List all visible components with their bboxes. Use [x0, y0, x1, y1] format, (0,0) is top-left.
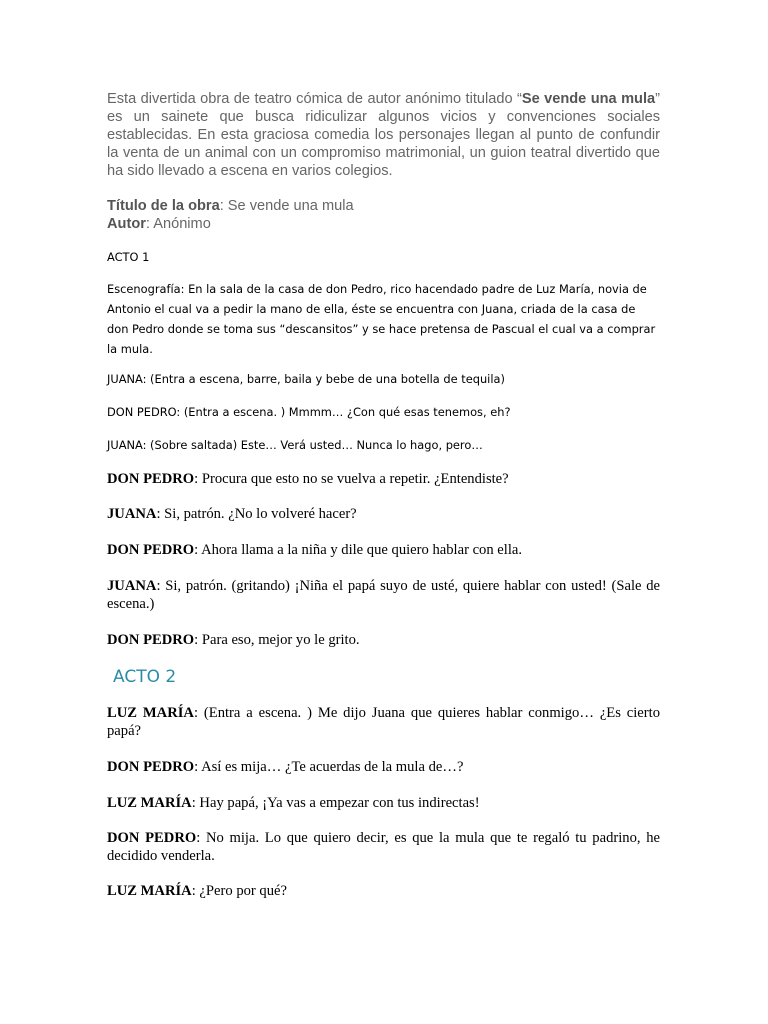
dialogue-line — [107, 577, 660, 613]
dialogue-text: : Si, patrón. ¿No lo volveré hacer? — [156, 506, 357, 522]
dialogue-line — [107, 704, 660, 740]
speaker-name: DON PEDRO — [107, 632, 195, 648]
dialogue-line — [107, 631, 660, 649]
intro-title-bold: Se vende una mula — [521, 91, 656, 107]
act-2-heading: ACTO 2 — [113, 667, 177, 687]
act-1-heading: ACTO 1 — [107, 250, 150, 264]
dialogue-text: : ¿Pero por qué? — [191, 883, 287, 899]
author-value: : Anónimo — [145, 216, 211, 232]
speaker-name: JUANA — [107, 506, 157, 522]
intro-text-after: ” es un sainete que busca ridiculizar algunos vicios y convenciones sociales establecidas. En esta graciosa comedia los personajes llegan al punto de confundir la venta de un animal con un compromiso matrimonial, un guion teatral divertido que ha sido llevado a escena en varios colegios. — [107, 91, 661, 179]
dialogue-line — [107, 758, 660, 776]
intro-paragraph — [107, 90, 660, 180]
document-page — [107, 90, 660, 900]
work-metadata — [107, 197, 660, 233]
title-line — [107, 197, 660, 215]
dialogue-text: : Hay papá, ¡Ya vas a empezar con tus indirectas! — [191, 795, 480, 811]
author-line — [107, 215, 660, 233]
dialogue-text: : Ahora llama a la niña y dile que quiero hablar con ella. — [194, 542, 523, 558]
dialogue-text: : (Entra a escena. ) Me dijo Juana que quieres hablar conmigo… ¿Es cierto papá? — [107, 705, 660, 739]
speaker-name: DON PEDRO — [107, 830, 197, 846]
dialogue-line — [107, 882, 660, 900]
dialogue-line — [107, 794, 660, 812]
speaker-name: DON PEDRO — [107, 471, 195, 487]
dialogue-line — [107, 505, 660, 523]
stage-line: DON PEDRO: (Entra a escena. ) Mmmm… ¿Con qué esas tenemos, eh? — [107, 405, 511, 419]
intro-text-before: Esta divertida obra de teatro cómica de autor anónimo titulado “ — [107, 91, 522, 107]
dialogue-text: : Así es mija… ¿Te acuerdas de la mula de…? — [194, 759, 464, 775]
speaker-name: LUZ MARÍA — [107, 795, 192, 811]
speaker-name: DON PEDRO — [107, 759, 195, 775]
title-value: : Se vende una mula — [219, 198, 354, 214]
speaker-name: JUANA — [107, 578, 157, 594]
stage-line: JUANA: (Entra a escena, barre, baila y bebe de una botella de tequila) — [107, 372, 505, 386]
dialogue-text: : Si, patrón. (gritando) ¡Niña el papá suyo de usté, quiere hablar con usted! (Sale de escena.) — [107, 578, 660, 612]
dialogue-text: : Procura que esto no se vuelva a repetir. ¿Entendiste? — [194, 471, 509, 487]
dialogue-text: : No mija. Lo que quiero decir, es que la mula que te regaló tu padrino, he decidido venderla. — [107, 830, 660, 864]
speaker-name: DON PEDRO — [107, 542, 195, 558]
speaker-name: LUZ MARÍA — [107, 883, 192, 899]
dialogue-line — [107, 829, 660, 865]
dialogue-line — [107, 541, 660, 559]
speaker-name: LUZ MARÍA — [107, 705, 194, 721]
scenography-paragraph: Escenografía: En la sala de la casa de don Pedro, rico hacendado padre de Luz María, novia de Antonio el cual va a pedir la mano de ella, éste se encuentra con Juana, criada de la casa de don Pedro donde se toma sus “descansitos” y se hace pretensa de Pascual el cual va a comprar la mula. — [107, 282, 656, 356]
dialogue-line — [107, 470, 660, 488]
stage-line: JUANA: (Sobre saltada) Este… Verá usted… Nunca lo hago, pero… — [107, 438, 483, 452]
dialogue-text: : Para eso, mejor yo le grito. — [194, 632, 360, 648]
author-label: Autor — [107, 216, 146, 232]
title-label: Título de la obra — [107, 198, 220, 214]
